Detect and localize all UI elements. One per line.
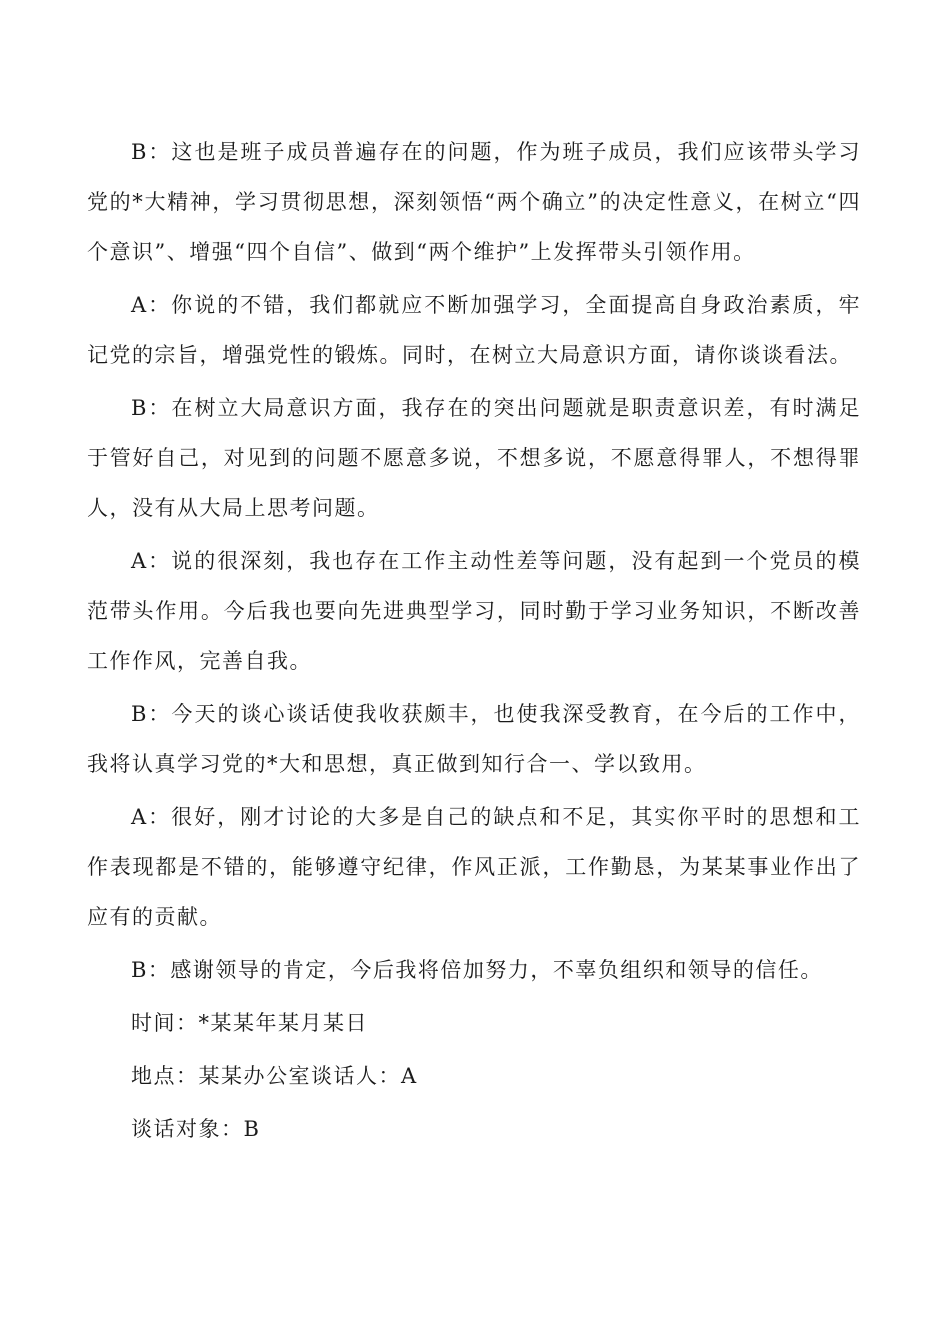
paragraph-7: B：感谢领导的肯定，今后我将倍加努力，不辜负组织和领导的信任。 xyxy=(131,958,823,982)
paragraph-5: B：今天的谈心谈话使我收获颇丰，也使我深受教育，在今后的工作中，我将认真学习党的*大和思想，真正做到知行合一、学以致用。 xyxy=(87,702,861,776)
paragraph-1: B：这也是班子成员普遍存在的问题，作为班子成员，我们应该带头学习党的*大精神，学习贯彻思想，深刻领悟“两个确立”的决定性意义，在树立“四个意识”、增强“四个自信”、做到“两个维护”上发挥带头引领作用。 xyxy=(87,140,861,264)
paragraph-2: A：你说的不错，我们都就应不断加强学习，全面提高自身政治素质，牢记党的宗旨，增强党性的锻炼。同时，在树立大局意识方面，请你谈谈看法。 xyxy=(87,293,861,367)
paragraph-4: A：说的很深刻，我也存在工作主动性差等问题，没有起到一个党员的模范带头作用。今后我也要向先进典型学习，同时勤于学习业务知识，不断改善工作作风，完善自我。 xyxy=(87,549,861,673)
document-body xyxy=(87,127,861,1157)
paragraph-3: B：在树立大局意识方面，我存在的突出问题就是职责意识差，有时满足于管好自己，对见到的问题不愿意多说，不想多说，不愿意得罪人，不想得罪人，没有从大局上思考问题。 xyxy=(87,396,861,520)
paragraph-6: A：很好，刚才讨论的大多是自己的缺点和不足，其实你平时的思想和工作表现都是不错的，能够遵守纪律，作风正派，工作勤恳，为某某事业作出了应有的贡献。 xyxy=(87,805,861,929)
meeting-location: 地点：某某办公室谈话人：A xyxy=(131,1064,418,1088)
meeting-time: 时间：*某某年某月某日 xyxy=(131,1011,368,1035)
meeting-subject: 谈话对象：B xyxy=(131,1117,261,1141)
